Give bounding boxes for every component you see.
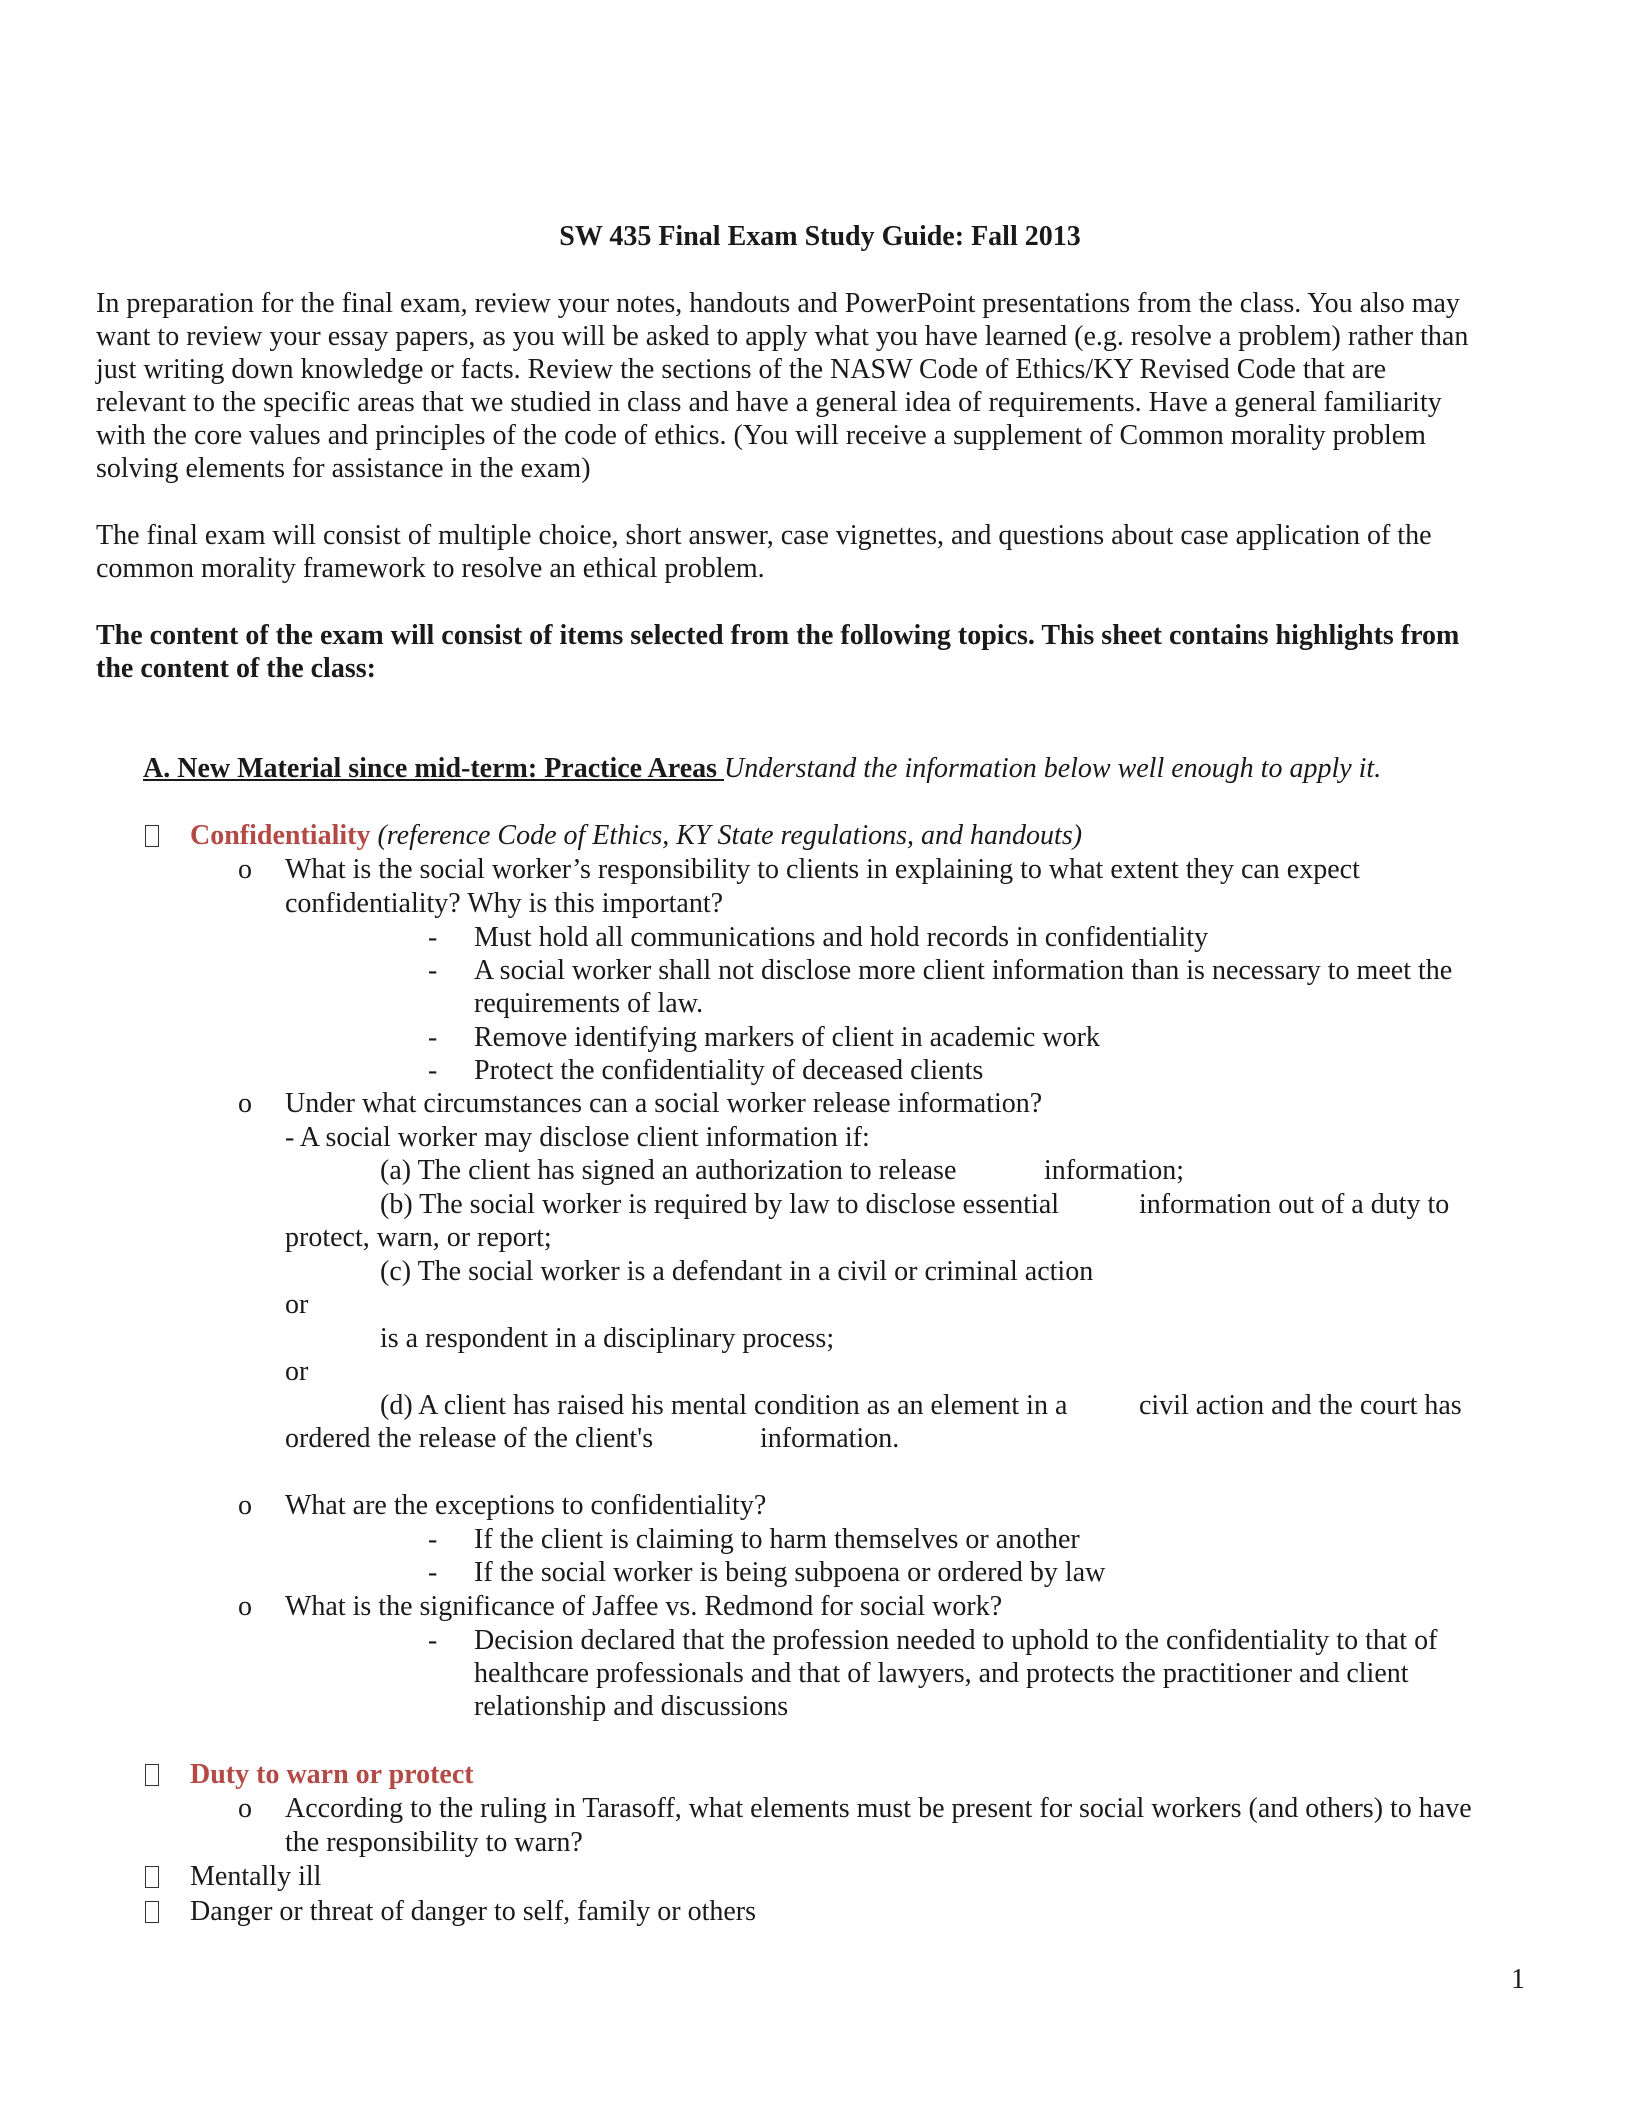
answer-item-continuation: healthcare professionals and that of lawyers, and protects the practitioner and client [474,1658,1409,1689]
dash-bullet-icon: - [428,1557,438,1588]
list-item: Danger or threat of danger to self, family or others [190,1896,757,1927]
answer-clause: (c) The social worker is a defendant in a civil or criminal action [380,1256,1094,1287]
question-line: What are the exceptions to confidentiality? [285,1490,767,1521]
circle-bullet-icon: o [238,1591,252,1622]
intro-line: with the core values and principles of the code of ethics. (You will receive a supplement of Common morality problem [96,420,1426,451]
content-note-line: the content of the class: [96,653,376,684]
checkbox-icon [145,1860,159,1894]
dash-bullet-icon: - [428,1524,438,1555]
answer-clause: ordered the release of the client's [285,1423,654,1454]
content-note-line: The content of the exam will consist of items selected from the following topics. This sheet contains highlights from [96,620,1460,651]
checkbox-icon [145,1758,159,1792]
checkbox-icon [145,819,159,853]
answer-item: Protect the confidentiality of deceased clients [474,1055,984,1086]
question-line: Under what circumstances can a social worker release information? [285,1088,1043,1119]
answer-clause: (b) The social worker is required by law to disclose essential [380,1189,1060,1220]
intro-line: just writing down knowledge or facts. Review the sections of the NASW Code of Ethics/KY Revised Code that are [96,354,1387,385]
or-text: or [285,1289,309,1320]
duty-heading: Duty to warn or protect [190,1759,474,1790]
answer-clause: protect, warn, or report; [285,1222,552,1253]
question-line: confidentiality? Why is this important? [285,888,724,919]
answer-item-continuation: relationship and discussions [474,1691,789,1722]
answer-clause: information out of a duty to [1139,1189,1450,1220]
circle-bullet-icon: o [238,1088,252,1119]
confidentiality-note: (reference Code of Ethics, KY State regulations, and handouts) [370,820,1083,851]
page-title: SW 435 Final Exam Study Guide: Fall 2013 [559,221,1081,252]
section-a-title: A. New Material since mid-term: Practice Areas [143,753,725,784]
answer-clause: information; [1044,1155,1184,1186]
dash-bullet-icon: - [428,955,438,986]
answer-item-continuation: requirements of law. [474,988,704,1019]
answer-clause: civil action and the court has [1139,1390,1462,1421]
dash-bullet-icon: - [428,1055,438,1086]
list-item: Mentally ill [190,1861,322,1892]
dash-bullet-icon: - [428,1625,438,1656]
question-line: According to the ruling in Tarasoff, what elements must be present for social workers (and others) to have [285,1793,1472,1824]
answer-lead: - A social worker may disclose client information if: [285,1122,870,1153]
answer-item: If the client is claiming to harm themselves or another [474,1524,1080,1555]
circle-bullet-icon: o [238,1490,252,1521]
answer-item: Remove identifying markers of client in academic work [474,1022,1100,1053]
question-line: What is the social worker’s responsibility to clients in explaining to what extent they can expect [285,854,1360,885]
confidentiality-label: Confidentiality [190,820,371,851]
dash-bullet-icon: - [428,1022,438,1053]
or-text: or [285,1356,309,1387]
question-line: the responsibility to warn? [285,1827,583,1858]
page-number: 1 [1511,1964,1525,1995]
answer-clause: (a) The client has signed an authorization to release [380,1155,957,1186]
answer-item: A social worker shall not disclose more client information than is necessary to meet the [474,955,1453,986]
intro-line: relevant to the specific areas that we studied in class and have a general idea of requirements. Have a general familiarity [96,387,1442,418]
answer-clause: information. [760,1423,900,1454]
intro-line: solving elements for assistance in the exam) [96,453,591,484]
exam-format-line: The final exam will consist of multiple choice, short answer, case vignettes, and questions about case application of the [96,520,1432,551]
circle-bullet-icon: o [238,1793,252,1824]
confidentiality-heading [190,819,1082,853]
question-line: What is the significance of Jaffee vs. Redmond for social work? [285,1591,1003,1622]
answer-clause: (d) A client has raised his mental condition as an element in a [380,1390,1068,1421]
answer-item: Decision declared that the profession needed to uphold to the confidentiality to that of [474,1625,1438,1656]
dash-bullet-icon: - [428,922,438,953]
section-a-heading [143,752,1381,786]
section-a-subtitle: Understand the information below well enough to apply it. [724,753,1382,784]
answer-item: If the social worker is being subpoena or ordered by law [474,1557,1106,1588]
intro-line: want to review your essay papers, as you will be asked to apply what you have learned (e.g. resolve a problem) rather than [96,321,1469,352]
circle-bullet-icon: o [238,854,252,885]
answer-clause: is a respondent in a disciplinary process; [380,1323,835,1354]
checkbox-icon [145,1895,159,1929]
exam-format-line: common morality framework to resolve an ethical problem. [96,553,765,584]
answer-item: Must hold all communications and hold records in confidentiality [474,922,1209,953]
intro-line: In preparation for the final exam, review your notes, handouts and PowerPoint presentations from the class. You also may [96,288,1460,319]
